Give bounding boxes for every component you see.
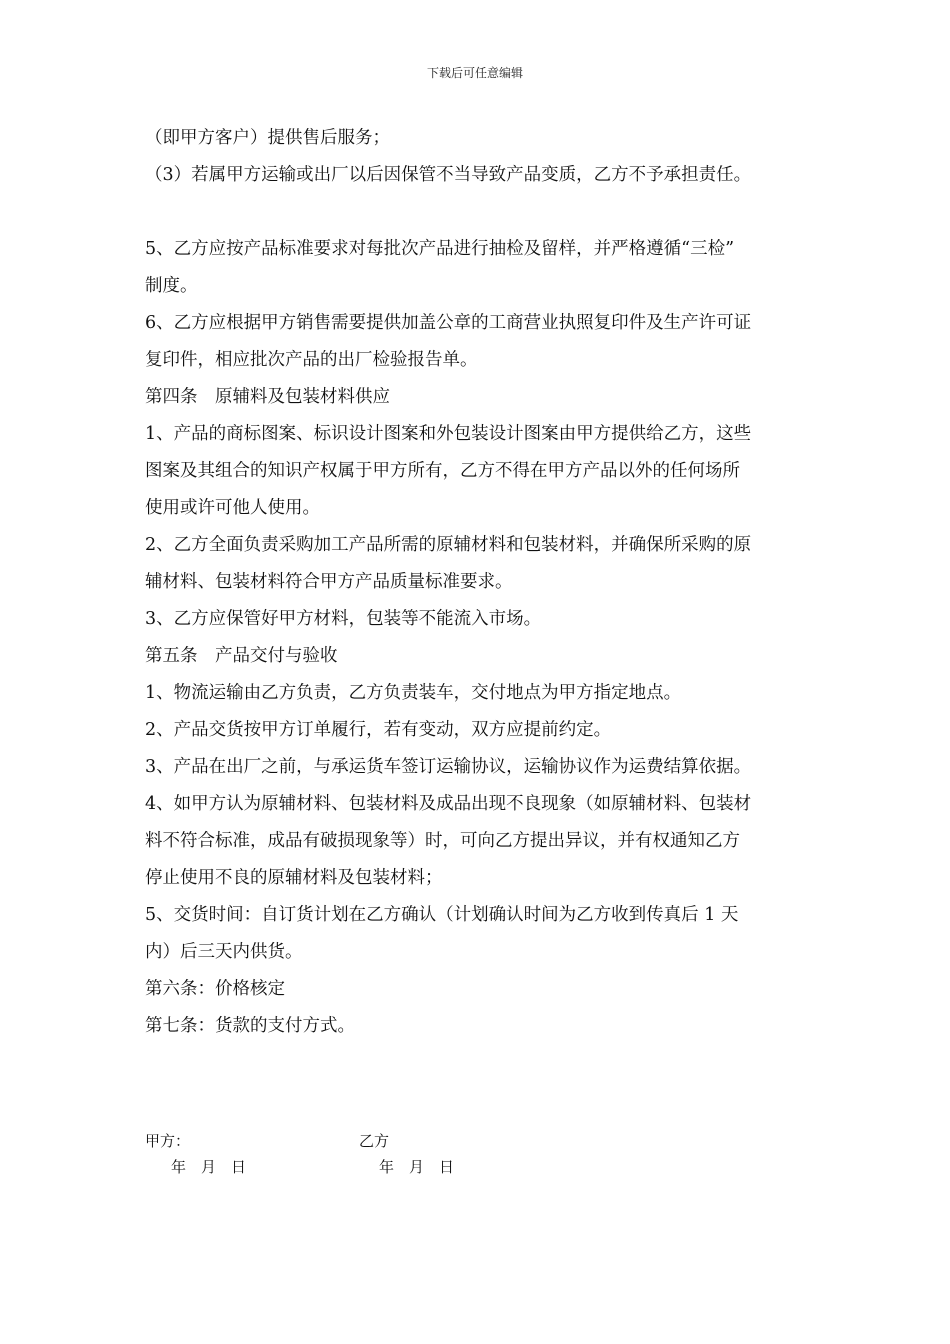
- party-b-label: 乙方: [359, 1132, 390, 1150]
- section-heading: 第五条 产品交付与验收: [145, 646, 338, 666]
- document-body: [145, 120, 810, 1045]
- paragraph-line: 料不符合标准，成品有破损现象等）时，可向乙方提出异议，并有权通知乙方: [145, 831, 740, 851]
- blank-line: [145, 194, 810, 231]
- page-header: 下载后可任意编辑: [426, 66, 523, 80]
- paragraph-line: 内）后三天内供货。: [145, 942, 303, 962]
- party-b-date: 年 月 日: [379, 1158, 455, 1176]
- paragraph-line: 6、乙方应根据甲方销售需要提供加盖公章的工商营业执照复印件及生产许可证: [145, 313, 752, 333]
- paragraph-line: 辅材料、包装材料符合甲方产品质量标准要求。: [145, 572, 513, 592]
- section-heading: 第七条：货款的支付方式。: [145, 1016, 355, 1036]
- paragraph-line: 3、乙方应保管好甲方材料，包装等不能流入市场。: [145, 609, 542, 629]
- paragraph-line: 2、乙方全面负责采购加工产品所需的原辅材料和包装材料，并确保所采购的原: [145, 535, 752, 555]
- section-heading: 第四条 原辅料及包装材料供应: [145, 387, 390, 407]
- paragraph-line: （即甲方客户）提供售后服务；: [145, 128, 390, 148]
- paragraph-line: 1、产品的商标图案、标识设计图案和外包装设计图案由甲方提供给乙方，这些: [145, 424, 752, 444]
- paragraph-line: 2、产品交货按甲方订单履行，若有变动，双方应提前约定。: [145, 720, 612, 740]
- paragraph-line: 3、产品在出厂之前，与承运货车签订运输协议，运输协议作为运费结算依据。: [145, 757, 752, 777]
- section-heading: 第六条：价格核定: [145, 979, 285, 999]
- party-a-date: 年 月 日: [171, 1158, 247, 1176]
- signature-block: [145, 1130, 545, 1180]
- paragraph-line: 复印件，相应批次产品的出厂检验报告单。: [145, 350, 478, 370]
- paragraph-line: 4、如甲方认为原辅材料、包装材料及成品出现不良现象（如原辅材料、包装材: [145, 794, 752, 814]
- paragraph-line: （3）若属甲方运输或出厂以后因保管不当导致产品变质，乙方不予承担责任。: [145, 165, 752, 185]
- paragraph-line: 图案及其组合的知识产权属于甲方所有，乙方不得在甲方产品以外的任何场所: [145, 461, 740, 481]
- paragraph-line: 5、乙方应按产品标准要求对每批次产品进行抽检及留样，并严格遵循“三检”: [145, 239, 735, 259]
- paragraph-line: 制度。: [145, 276, 198, 296]
- paragraph-line: 1、物流运输由乙方负责，乙方负责装车，交付地点为甲方指定地点。: [145, 683, 682, 703]
- paragraph-line: 5、交货时间：自订货计划在乙方确认（计划确认时间为乙方收到传真后 1 天: [145, 905, 739, 925]
- paragraph-line: 停止使用不良的原辅材料及包装材料；: [145, 868, 443, 888]
- paragraph-line: 使用或许可他人使用。: [145, 498, 320, 518]
- party-a-label: 甲方：: [145, 1132, 191, 1150]
